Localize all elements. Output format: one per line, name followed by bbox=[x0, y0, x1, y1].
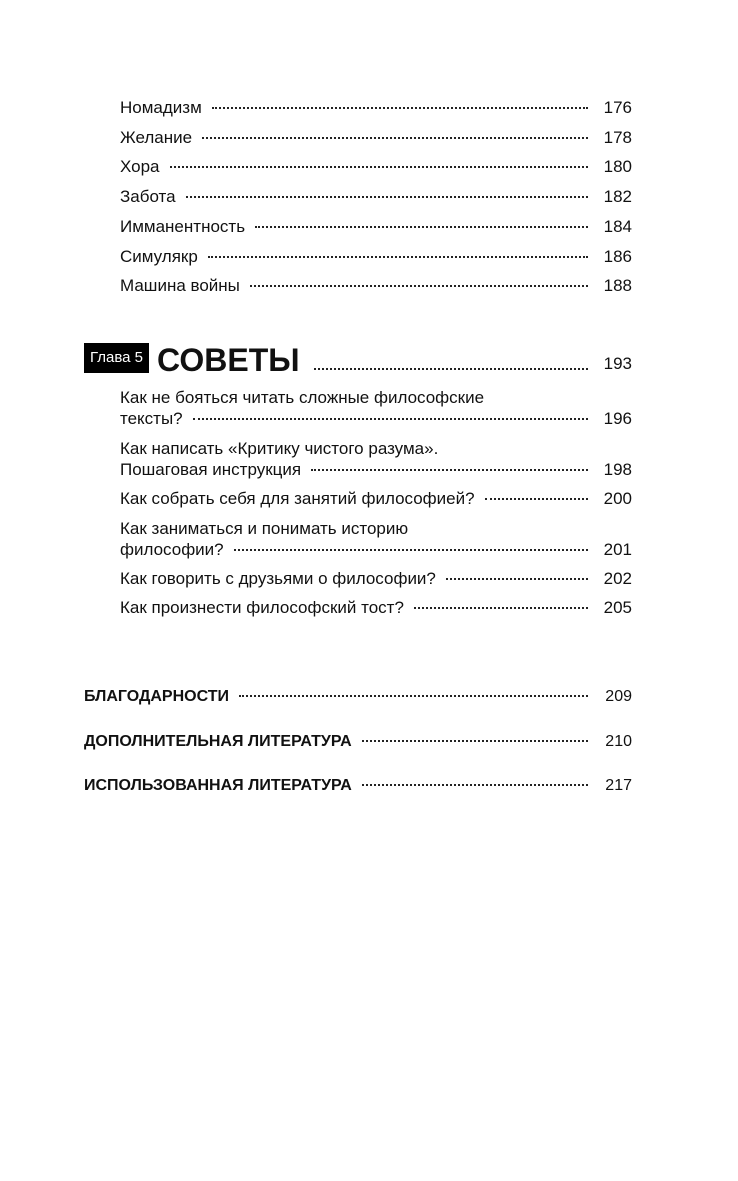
toc-entry-page: 200 bbox=[603, 489, 632, 508]
dot-leader bbox=[193, 418, 588, 420]
dot-leader bbox=[314, 368, 588, 370]
dot-leader bbox=[311, 469, 588, 471]
toc-entry-back-matter[interactable] bbox=[84, 687, 632, 707]
toc-entry-back-matter[interactable] bbox=[84, 776, 632, 796]
dot-leader bbox=[212, 107, 588, 109]
toc-entry-title: Как не бояться читать сложные философские bbox=[120, 388, 485, 407]
toc-entry-page: 186 bbox=[603, 247, 632, 266]
toc-entry-title: Машина войны bbox=[120, 276, 240, 295]
dot-leader bbox=[250, 285, 588, 287]
dot-leader bbox=[170, 166, 588, 168]
toc-entry-page: 182 bbox=[603, 187, 632, 206]
toc-entry-title: Как собрать себя для занятий философией? bbox=[120, 489, 475, 508]
dot-leader bbox=[208, 256, 588, 258]
chapter-tag: Глава 5 bbox=[84, 343, 149, 373]
toc-entry[interactable] bbox=[120, 187, 632, 207]
toc-entry-title: ИСПОЛЬЗОВАННАЯ ЛИТЕРАТУРА bbox=[84, 777, 352, 794]
toc-entry-title: ДОПОЛНИТЕЛЬНАЯ ЛИТЕРАТУРА bbox=[84, 733, 352, 750]
toc-entry-page: 201 bbox=[603, 540, 632, 559]
toc-entry[interactable] bbox=[120, 276, 632, 296]
toc-entry-title: БЛАГОДАРНОСТИ bbox=[84, 688, 230, 705]
toc-entry[interactable] bbox=[120, 217, 632, 237]
toc-entry-page: 188 bbox=[603, 276, 632, 295]
toc-entry[interactable] bbox=[120, 438, 632, 480]
dot-leader bbox=[239, 695, 588, 697]
toc-entry[interactable] bbox=[120, 387, 632, 429]
dot-leader bbox=[446, 578, 588, 580]
toc-entry-page: 184 bbox=[603, 217, 632, 236]
toc-entry-page: 178 bbox=[603, 128, 632, 147]
toc-entry-title: Желание bbox=[120, 128, 193, 147]
chapter-title: СОВЕТЫ bbox=[157, 342, 300, 378]
dot-leader bbox=[485, 498, 588, 500]
dot-leader bbox=[414, 607, 588, 609]
toc-entry-page: 217 bbox=[605, 777, 632, 794]
dot-leader bbox=[362, 740, 588, 742]
dot-leader bbox=[255, 226, 588, 228]
toc-entry-title: Как написать «Критику чистого разума». bbox=[120, 439, 439, 458]
toc-entry-title-continued: тексты? bbox=[120, 409, 183, 428]
dot-leader bbox=[186, 196, 588, 198]
chapter-heading[interactable] bbox=[84, 338, 632, 378]
dot-leader bbox=[362, 784, 588, 786]
chapter-page: 193 bbox=[603, 354, 632, 373]
toc-entry-page: 209 bbox=[605, 688, 632, 705]
toc-entry-page: 180 bbox=[603, 157, 632, 176]
toc-entry-page: 198 bbox=[603, 460, 632, 479]
toc-entry-back-matter[interactable] bbox=[84, 732, 632, 752]
toc-entry-page: 202 bbox=[603, 569, 632, 588]
toc-entry-page: 210 bbox=[605, 733, 632, 750]
toc-entry[interactable] bbox=[120, 518, 632, 560]
toc-entry-page: 196 bbox=[603, 409, 632, 428]
toc-entry[interactable] bbox=[120, 157, 632, 177]
toc-entry[interactable] bbox=[120, 128, 632, 148]
toc-entry-title-continued: философии? bbox=[120, 540, 224, 559]
toc-entry-title-continued: Пошаговая инструкция bbox=[120, 460, 302, 479]
dot-leader bbox=[234, 549, 588, 551]
toc-entry-title: Как говорить с друзьями о философии? bbox=[120, 569, 436, 588]
toc-entry-title: Как произнести философский тост? bbox=[120, 598, 404, 617]
toc-entry-title: Имманентность bbox=[120, 217, 246, 236]
toc-entry[interactable] bbox=[120, 569, 632, 589]
dot-leader bbox=[202, 137, 588, 139]
toc-entry[interactable] bbox=[120, 598, 632, 618]
toc-entry-title: Номадизм bbox=[120, 98, 202, 117]
toc-entry[interactable] bbox=[120, 247, 632, 267]
toc-entry-title: Хора bbox=[120, 157, 160, 176]
toc-entry-page: 205 bbox=[603, 598, 632, 617]
toc-entry-title: Забота bbox=[120, 187, 176, 206]
toc-entry-page: 176 bbox=[603, 98, 632, 117]
toc-entry[interactable] bbox=[120, 98, 632, 118]
toc-entry-title: Симулякр bbox=[120, 247, 198, 266]
toc-entry[interactable] bbox=[120, 489, 632, 509]
toc-entry-title: Как заниматься и понимать историю bbox=[120, 519, 409, 538]
